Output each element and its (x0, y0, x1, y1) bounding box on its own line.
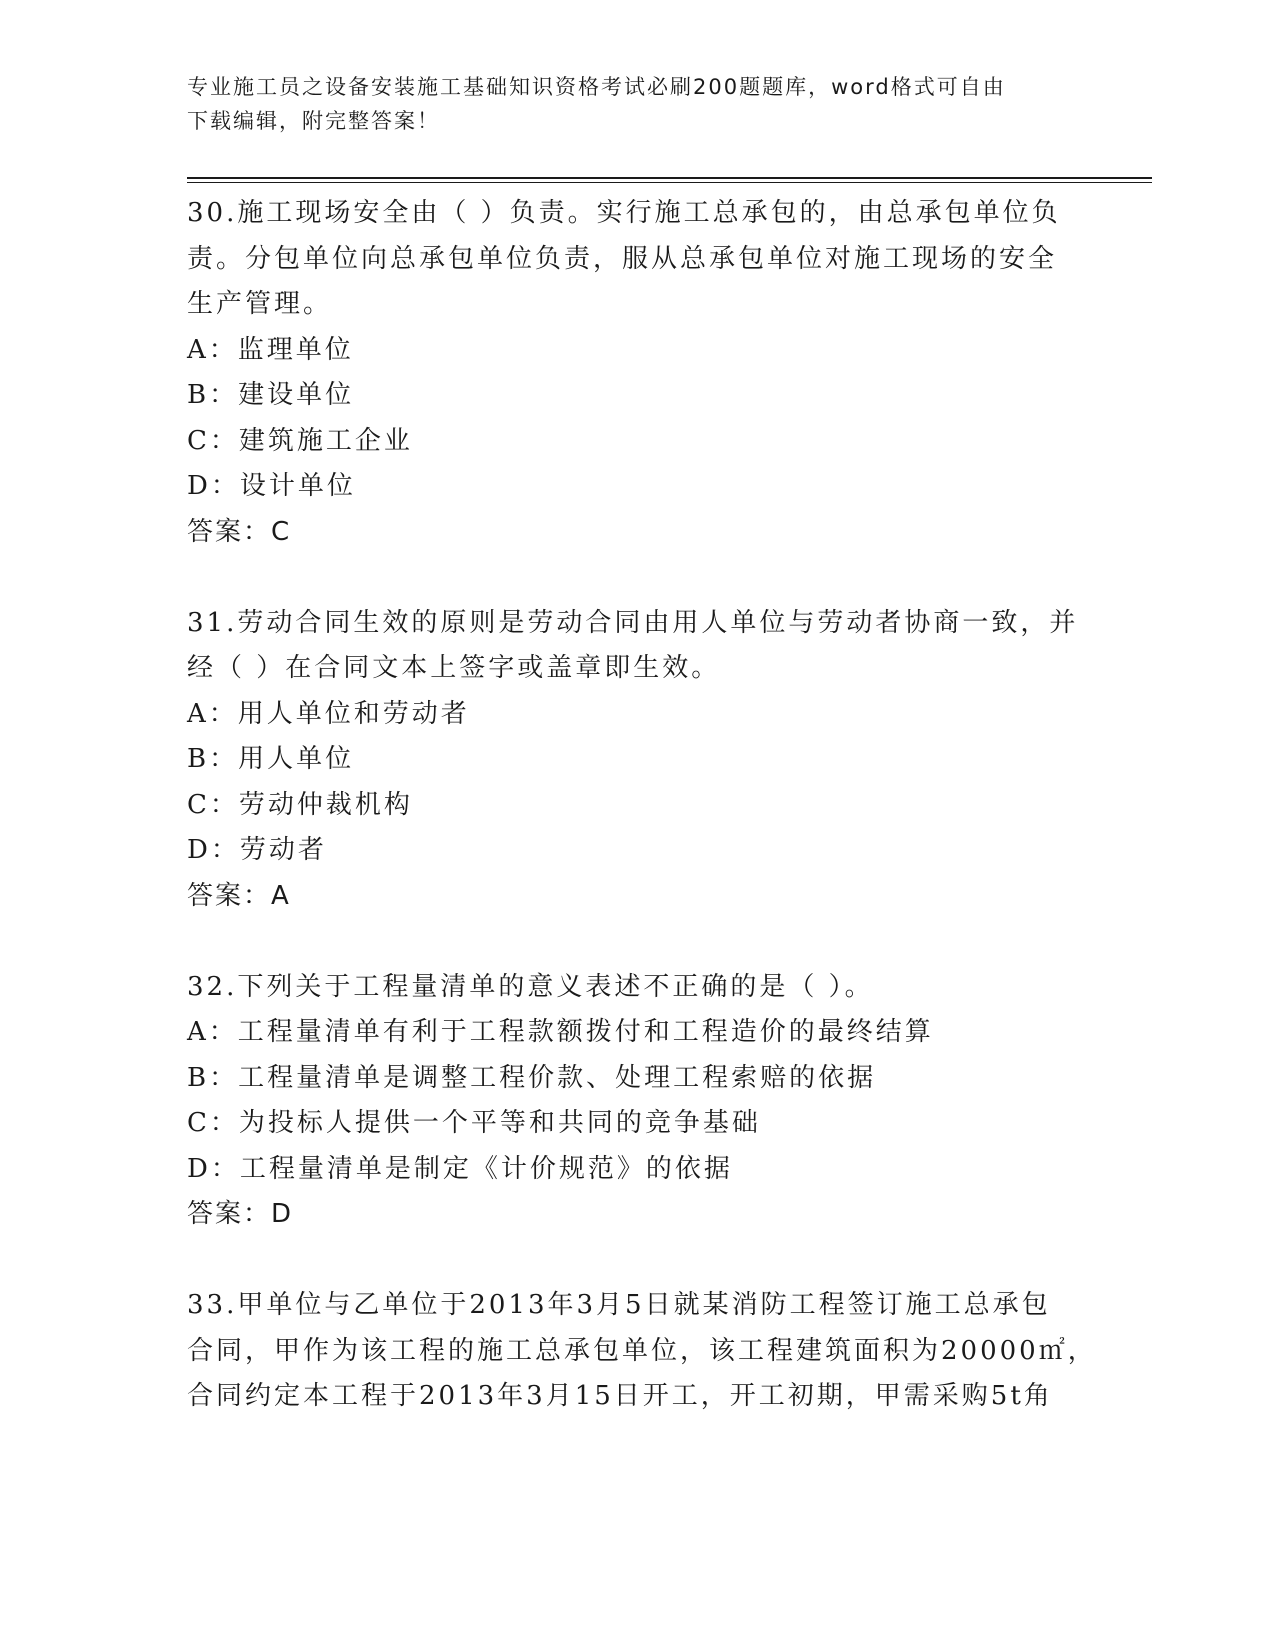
option-b: B：工程量清单是调整工程价款、处理工程索赔的依据 (187, 1062, 877, 1093)
question-stem-line: 31.劳动合同生效的原则是劳动合同由用人单位与劳动者协商一致，并 (187, 607, 1079, 638)
header-divider-thin (187, 182, 1152, 183)
option-c: C：为投标人提供一个平等和共同的竞争基础 (187, 1108, 761, 1138)
option-d: D：工程量清单是制定《计价规范》的依据 (187, 1153, 733, 1184)
question-32 (187, 965, 1087, 1238)
option-a: A：监理单位 (187, 334, 354, 365)
option-c: C：劳动仲裁机构 (187, 789, 413, 820)
question-stem-line: 33.甲单位与乙单位于2013年3月5日就某消防工程签订施工总承包 (187, 1290, 1051, 1320)
question-stem-line: 合同，甲作为该工程的施工总承包单位，该工程建筑面积为20000㎡， (187, 1335, 1097, 1366)
document-header (187, 70, 1067, 138)
option-d: D：设计单位 (187, 471, 356, 501)
option-a: A：工程量清单有利于工程款额拨付和工程造价的最终结算 (187, 1017, 934, 1047)
header-divider-thick (187, 177, 1152, 179)
question-stem-line: 32.下列关于工程量清单的意义表述不正确的是（ ）。 (187, 971, 874, 1002)
question-30 (187, 191, 1087, 555)
option-c: C：建筑施工企业 (187, 425, 413, 456)
question-33 (187, 1283, 1097, 1420)
option-b: B：建设单位 (187, 380, 355, 410)
option-b: B：用人单位 (187, 744, 355, 774)
question-spacer (187, 919, 1087, 965)
question-31 (187, 601, 1087, 920)
question-stem-line: 经（ ）在合同文本上签字或盖章即生效。 (187, 653, 721, 683)
question-stem-line: 30.施工现场安全由（ ）负责。实行施工总承包的，由总承包单位负 (187, 198, 1061, 228)
question-stem-line: 合同约定本工程于2013年3月15日开工，开工初期，甲需采购5t角 (187, 1381, 1053, 1411)
header-line-1: 专业施工员之设备安装施工基础知识资格考试必刷200题题库，word格式可自由 (187, 75, 1006, 99)
question-list (187, 191, 1097, 1420)
question-spacer (187, 1238, 1087, 1284)
answer-label: 答案：C (187, 516, 292, 547)
answer-label: 答案：D (187, 1199, 294, 1229)
question-stem-line: 生产管理。 (187, 289, 333, 319)
answer-label: 答案：A (187, 880, 291, 911)
question-stem-line: 责。分包单位向总承包单位负责，服从总承包单位对施工现场的安全 (187, 243, 1058, 274)
option-a: A：用人单位和劳动者 (187, 698, 470, 729)
question-spacer (187, 555, 1087, 601)
header-line-2: 下载编辑，附完整答案！ (187, 109, 440, 133)
option-d: D：劳动者 (187, 835, 327, 865)
